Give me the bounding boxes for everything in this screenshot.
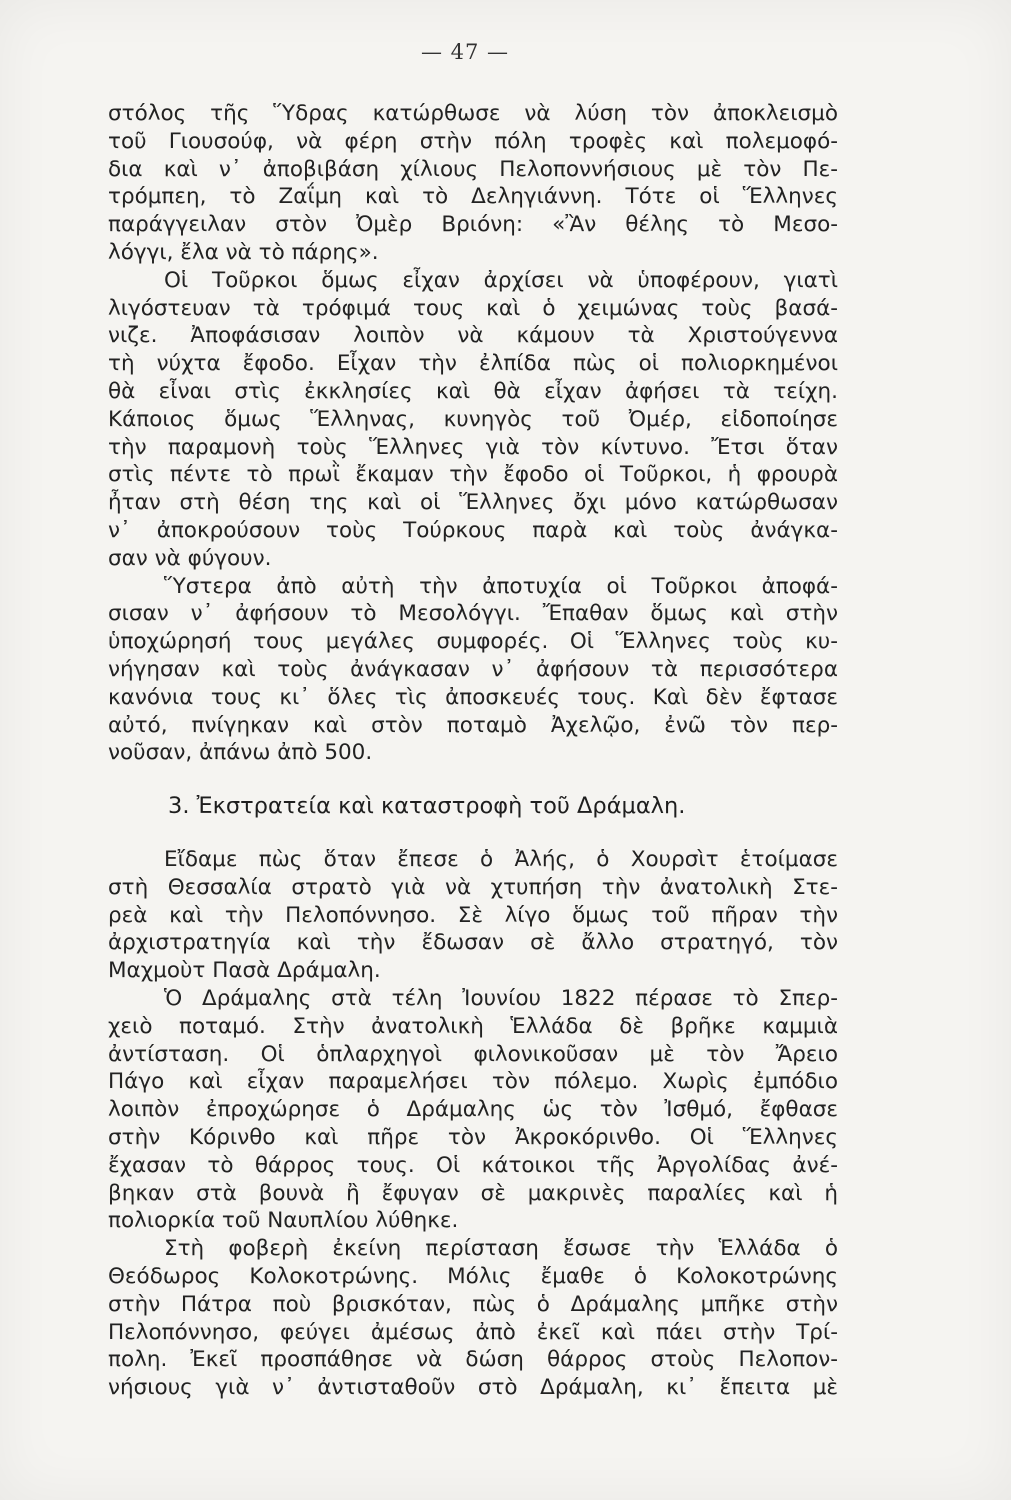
text-line: βηκαν στὰ βουνὰ ἢ ἔφυγαν σὲ μακρινὲς παραλίες καὶ ἡ	[108, 1180, 838, 1206]
text-line: Ὕστερα ἀπὸ αὐτὴ τὴν ἀποτυχία οἱ Τοῦρκοι ἀποφά-	[164, 573, 838, 599]
text-line: νοῦσαν, ἀπάνω ἀπὸ 500.	[108, 740, 373, 766]
paragraph-block-siege-of-messolonghi	[108, 100, 838, 767]
text-line: παράγγειλαν στὸν Ὀμὲρ Βριόνη: «Ἂν θέλης τὸ Μεσο-	[108, 212, 838, 238]
text-line: λόγγι, ἔλα νὰ τὸ πάρης».	[108, 239, 379, 265]
paragraph-block-dramali-campaign	[108, 846, 838, 1402]
text-line: δια καὶ ν᾽ ἀποβιβάση χίλιους Πελοποννήσιους μὲ τὸν Πε-	[108, 156, 838, 182]
text-line: ἀρχιστρατηγία καὶ τὴν ἔδωσαν σὲ ἄλλο στρατηγό, τὸν	[108, 930, 838, 956]
text-line: ν᾽ ἀποκρούσουν τοὺς Τούρκους παρὰ καὶ τοὺς ἀνάγκα-	[108, 517, 838, 543]
page-number: — 47 —	[420, 40, 510, 64]
text-line: Οἱ Τοῦρκοι ὅμως εἶχαν ἀρχίσει νὰ ὑποφέρουν, γιατὶ	[164, 267, 838, 293]
text-line: σισαν ν᾽ ἀφήσουν τὸ Μεσολόγγι. Ἔπαθαν ὅμως καὶ στὴν	[108, 601, 838, 627]
text-line: ἦταν στὴ θέση της καὶ οἱ Ἕλληνες ὄχι μόνο κατώρθωσαν	[108, 490, 838, 516]
text-line: λιγόστευαν τὰ τρόφιμά τους καὶ ὁ χειμώνας τοὺς βασά-	[108, 295, 838, 321]
text-line: στὶς πέντε τὸ πρωῒ ἔκαμαν τὴν ἔφοδο οἱ Τοῦρκοι, ἡ φρουρὰ	[108, 462, 838, 488]
text-line: νήσιους γιὰ ν᾽ ἀντισταθοῦν στὸ Δράμαλη, κι᾽ ἔπειτα μὲ	[108, 1375, 838, 1401]
text-line: τοῦ Γιουσούφ, νὰ φέρη στὴν πόλη τροφὲς καὶ πολεμοφό-	[108, 128, 838, 154]
text-line: στὴ Θεσσαλία στρατὸ γιὰ νὰ χτυπήση τὴν ἀνατολικὴ Στε-	[108, 874, 838, 900]
text-line: στόλος τῆς Ὕδρας κατώρθωσε νὰ λύση τὸν ἀποκλεισμὸ	[108, 101, 838, 126]
text-line: στὴν Πάτρα ποὺ βρισκόταν, πὼς ὁ Δράμαλης μπῆκε στὴν	[108, 1291, 838, 1317]
text-line: ἔχασαν τὸ θάρρος τους. Οἱ κάτοικοι τῆς Ἀργολίδας ἀνέ-	[108, 1152, 838, 1178]
text-line: ἀντίσταση. Οἱ ὁπλαρχηγοὶ φιλονικοῦσαν μὲ τὸν Ἄρειο	[108, 1041, 838, 1067]
text-line: ρεὰ καὶ τὴν Πελοπόννησο. Σὲ λίγο ὅμως τοῦ πῆραν τὴν	[108, 902, 838, 928]
text-line: θὰ εἶναι στὶς ἐκκλησίες καὶ θὰ εἶχαν ἀφήσει τὰ τείχη.	[108, 378, 838, 404]
text-line: πολη. Ἐκεῖ προσπάθησε νὰ δώση θάρρος στοὺς Πελοπον-	[108, 1347, 838, 1373]
text-line: Ὁ Δράμαλης στὰ τέλη Ἰουνίου 1822 πέρασε τὸ Σπερ-	[164, 985, 838, 1011]
text-line: Στὴ φοβερὴ ἐκείνη περίσταση ἔσωσε τὴν Ἑλλάδα ὁ	[164, 1236, 838, 1262]
section-heading: 3. Ἐκστρατεία καὶ καταστροφὴ τοῦ Δράμαλη.	[168, 793, 686, 819]
text-line: Πελοπόννησο, φεύγει ἀμέσως ἀπὸ ἐκεῖ καὶ πάει στὴν Τρί-	[108, 1319, 838, 1345]
text-line: στὴν Κόρινθο καὶ πῆρε τὸν Ἀκροκόρινθο. Οἱ Ἕλληνες	[108, 1124, 838, 1150]
text-line: τὴν παραμονὴ τοὺς Ἕλληνες γιὰ τὸν κίντυνο. Ἔτσι ὅταν	[108, 434, 838, 460]
text-line: χειὸ ποταμό. Στὴν ἀνατολικὴ Ἑλλάδα δὲ βρῆκε καμμιὰ	[108, 1013, 838, 1039]
text-line: τρόμπεη, τὸ Ζαΐμη καὶ τὸ Δεληγιάννη. Τότε οἱ Ἕλληνες	[108, 184, 838, 210]
text-line: κανόνια τους κι᾽ ὅλες τὶς ἀποσκευές τους. Καὶ δὲν ἔφτασε	[108, 684, 838, 710]
text-line: πολιορκία τοῦ Ναυπλίου λύθηκε.	[108, 1208, 459, 1234]
text-line: Εἴδαμε πὼς ὅταν ἔπεσε ὁ Ἀλής, ὁ Χουρσὶτ ἑτοίμασε	[164, 847, 838, 872]
text-line: λοιπὸν ἐπροχώρησε ὁ Δράμαλης ὡς τὸν Ἰσθμό, ἔφθασε	[108, 1097, 838, 1123]
text-line: αὐτό, πνίγηκαν καὶ στὸν ποταμὸ Ἀχελῷο, ἐνῶ τὸν περ-	[108, 712, 838, 738]
text-line: Πάγο καὶ εἶχαν παραμελήσει τὸν πόλεμο. Χωρὶς ἐμπόδιο	[108, 1069, 838, 1095]
text-line: ὑποχώρησή τους μεγάλες συμφορές. Οἱ Ἕλληνες τοὺς κυ-	[108, 629, 838, 655]
text-line: νήγησαν καὶ τοὺς ἀνάγκασαν ν᾽ ἀφήσουν τὰ περισσότερα	[108, 656, 838, 682]
text-line: Κάποιος ὅμως Ἕλληνας, κυνηγὸς τοῦ Ὀμέρ, εἰδοποίησε	[108, 406, 838, 432]
text-line: τὴ νύχτα ἔφοδο. Εἶχαν τὴν ἐλπίδα πὼς οἱ πολιορκημένοι	[108, 351, 838, 377]
text-line: Μαχμοὺτ Πασὰ Δράμαλη.	[108, 958, 381, 984]
text-line: σαν νὰ φύγουν.	[108, 545, 272, 571]
text-line: νιζε. Ἀποφάσισαν λοιπὸν νὰ κάμουν τὰ Χριστούγεννα	[108, 323, 838, 349]
text-line: Θεόδωρος Κολοκοτρώνης. Μόλις ἔμαθε ὁ Κολοκοτρώνης	[108, 1263, 838, 1289]
